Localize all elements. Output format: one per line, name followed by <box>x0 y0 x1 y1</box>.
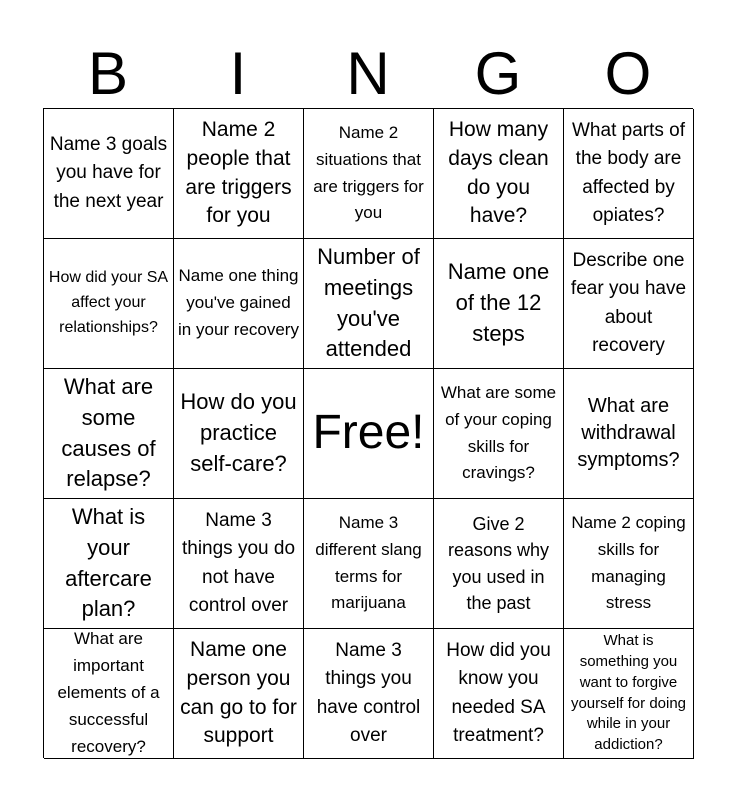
bingo-cell[interactable] <box>174 239 304 369</box>
cell-text: Name 2 coping skills for managing stress <box>571 512 686 613</box>
header-letter-g: G <box>474 40 522 107</box>
bingo-cell[interactable] <box>174 369 304 499</box>
bingo-cell[interactable] <box>174 499 304 629</box>
cell-text: What are withdrawal symptoms? <box>577 394 680 472</box>
bingo-cell[interactable] <box>44 239 174 369</box>
bingo-cell[interactable] <box>434 499 564 629</box>
bingo-cell[interactable] <box>434 239 564 369</box>
bingo-cell[interactable] <box>564 369 694 499</box>
cell-text: Name 3 different slang terms for marijuana <box>315 512 422 613</box>
cell-text: How did your SA affect your relationships? <box>48 269 169 336</box>
bingo-cell[interactable] <box>564 109 694 239</box>
bingo-cell[interactable] <box>304 629 434 759</box>
bingo-cell[interactable] <box>174 629 304 759</box>
cell-text: How did you know you needed SA treatment? <box>446 640 551 746</box>
header-letter-n: N <box>346 40 390 107</box>
free-space-cell[interactable] <box>304 369 434 499</box>
bingo-cell[interactable] <box>304 499 434 629</box>
bingo-cell[interactable] <box>44 109 174 239</box>
cell-text: What is your aftercare plan? <box>65 503 152 622</box>
cell-text: How do you practice self-care? <box>180 389 297 476</box>
cell-text: Name one thing you've gained in your recovery <box>178 266 299 339</box>
bingo-cell[interactable] <box>564 499 694 629</box>
cell-text: Name one person you can go to for support <box>180 638 297 748</box>
cell-text: What are important elements of a successful recovery? <box>57 629 160 756</box>
bingo-cell[interactable] <box>564 239 694 369</box>
cell-text: Name 2 situations that are triggers for you <box>313 122 424 223</box>
cell-text: Name 3 goals you have for the next year <box>49 134 168 212</box>
bingo-header <box>43 40 693 108</box>
bingo-cell[interactable] <box>434 629 564 759</box>
bingo-cell[interactable] <box>174 109 304 239</box>
header-letter-i: I <box>229 40 247 107</box>
cell-text: Name 3 things you have control over <box>316 640 421 746</box>
bingo-cell[interactable] <box>44 499 174 629</box>
cell-text: Name one of the 12 steps <box>447 259 550 346</box>
cell-text: Name 3 things you do not have control over <box>181 510 296 616</box>
cell-text: Name 2 people that are triggers for you <box>185 118 292 228</box>
free-space-text: Free! <box>312 406 425 460</box>
bingo-cell[interactable] <box>44 369 174 499</box>
header-letter-o: O <box>604 40 652 107</box>
bingo-cell[interactable] <box>44 629 174 759</box>
bingo-cell[interactable] <box>434 109 564 239</box>
cell-text: Describe one fear you have about recovery <box>570 250 687 356</box>
bingo-cell[interactable] <box>434 369 564 499</box>
bingo-cell[interactable] <box>304 239 434 369</box>
bingo-cell[interactable] <box>564 629 694 759</box>
cell-text: What are some of your coping skills for cravings? <box>440 382 557 483</box>
cell-text: What is something you want to forgive yourself for doing while in your addiction? <box>570 632 687 753</box>
bingo-cell[interactable] <box>304 109 434 239</box>
cell-text: What parts of the body are affected by opiates? <box>572 120 685 226</box>
cell-text: Number of meetings you've attended <box>317 243 420 362</box>
cell-text: How many days clean do you have? <box>448 118 549 228</box>
cell-text: What are some causes of relapse? <box>61 373 156 492</box>
cell-text: Give 2 reasons why you used in the past <box>447 514 550 613</box>
header-letter-b: B <box>87 40 129 107</box>
bingo-card-grid <box>43 108 693 758</box>
